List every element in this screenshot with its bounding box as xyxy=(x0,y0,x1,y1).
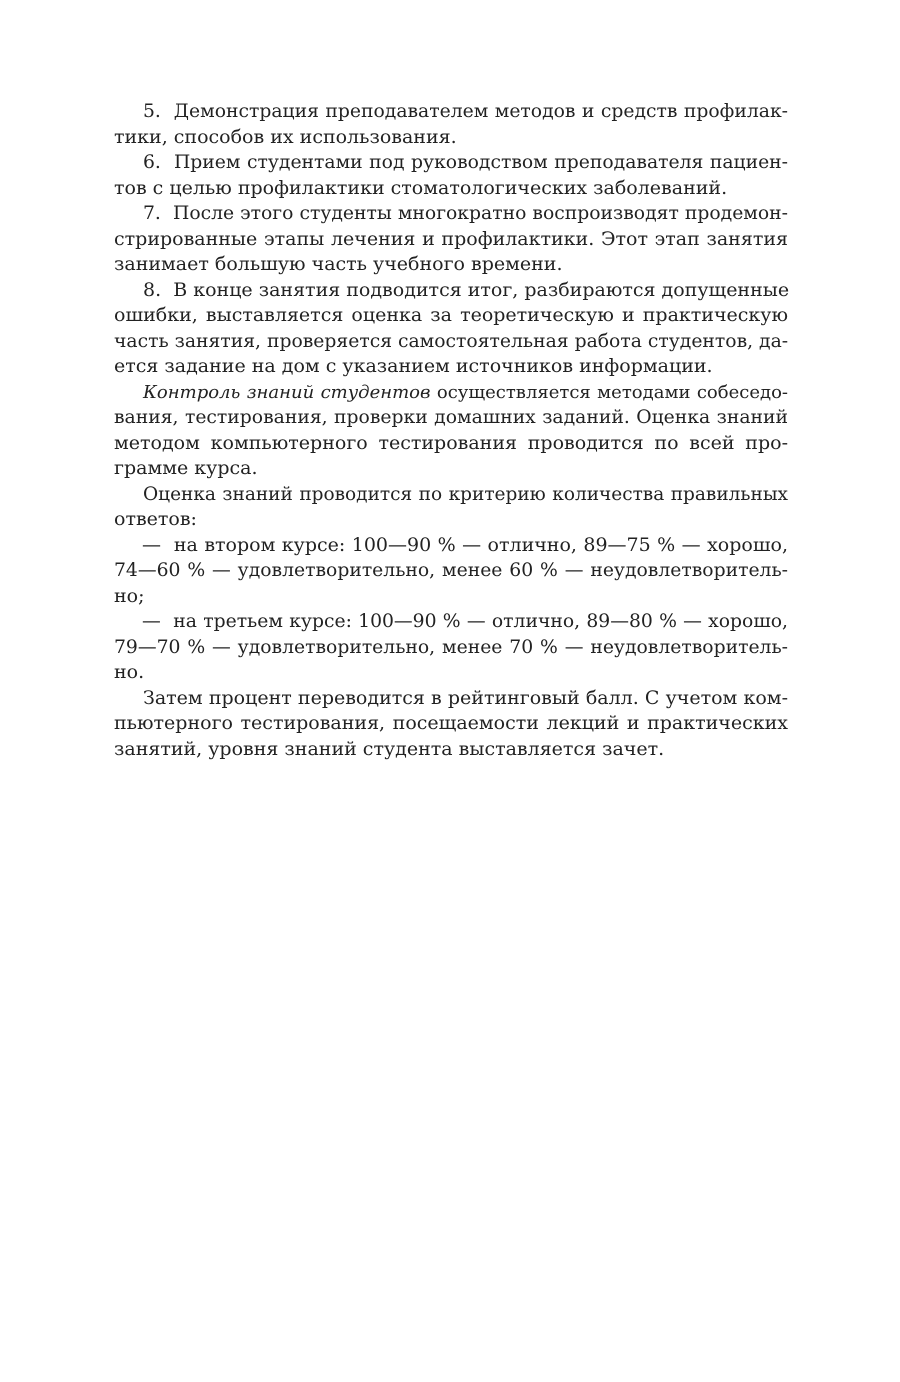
list-item-7-line-2: стрированные этапы лечения и профилактики. Этот этап занятия xyxy=(114,227,788,250)
control-paragraph-text-1: осуществляется методами собеседо- xyxy=(430,381,788,403)
third-course-line-3: но. xyxy=(114,661,145,683)
second-course-item xyxy=(114,533,788,610)
second-course-line-2: 74—60 % — удовлетворительно, менее 60 % — неудовлетворитель- xyxy=(114,560,788,581)
list-item-5 xyxy=(114,99,788,150)
list-item-8-line-4: ется задание на дом с указанием источников информации. xyxy=(114,355,713,377)
third-course-text-1: на третьем курсе: 100—90 % — отлично, 89—80 % — хорошо, xyxy=(173,611,789,632)
third-course-line-2: 79—70 % — удовлетворительно, менее 70 % — неудовлетворитель- xyxy=(114,636,788,658)
list-item-5-line-2: тики, способов их использования. xyxy=(114,125,457,148)
second-course-line-3: но; xyxy=(114,584,145,607)
list-item-7-line-3: занимает большую часть учебного времени. xyxy=(114,253,563,275)
list-item-7-number: 7. xyxy=(143,203,161,224)
criteria-paragraph xyxy=(114,482,788,533)
second-course-text-1: на втором курсе: 100—90 % — отлично, 89—75 % — хорошо, xyxy=(173,533,788,556)
list-item-6-line-2: тов с целью профилактики стоматологических заболеваний. xyxy=(114,176,728,199)
final-paragraph xyxy=(114,686,788,763)
second-course-dash: — xyxy=(142,533,161,556)
list-item-6-number: 6. xyxy=(143,152,161,173)
criteria-paragraph-line-1: Оценка знаний проводится по критерию количества правильных xyxy=(143,483,788,505)
final-paragraph-line-3: занятий, уровня знаний студента выставляется зачет. xyxy=(114,737,665,760)
list-item-7 xyxy=(114,201,788,278)
final-paragraph-line-2: пьютерного тестирования, посещаемости лекций и практических xyxy=(114,712,788,734)
criteria-paragraph-line-2: ответов: xyxy=(114,508,197,530)
control-paragraph-line-2: вания, тестирования, проверки домашних заданий. Оценка знаний xyxy=(114,407,788,428)
list-item-8 xyxy=(114,278,788,380)
list-item-8-text-1: В конце занятия подводится итог, разбираются допущенные xyxy=(173,278,790,301)
control-italic-term: Контроль знаний студентов xyxy=(143,381,431,403)
second-course-line-1 xyxy=(114,533,788,559)
list-item-8-line-2: ошибки, выставляется оценка за теоретическую и практическую xyxy=(114,304,788,326)
list-item-8-line-3: часть занятия, проверяется самостоятельная работа студентов, да- xyxy=(114,330,789,352)
list-item-7-text-1: После этого студенты многократно воспроизводят продемон- xyxy=(172,203,789,224)
list-item-5-line-1 xyxy=(114,99,788,125)
list-item-8-number: 8. xyxy=(143,278,162,301)
list-item-7-line-1 xyxy=(114,201,788,227)
list-item-6 xyxy=(114,150,788,201)
control-paragraph-line-4: грамме курса. xyxy=(114,457,258,479)
third-course-line-1 xyxy=(114,609,788,635)
final-paragraph-line-1: Затем процент переводится в рейтинговый балл. С учетом ком- xyxy=(143,686,788,709)
control-paragraph-line-1 xyxy=(114,380,788,406)
control-paragraph-line-3: методом компьютерного тестирования проводится по всей про- xyxy=(114,431,788,454)
list-item-8-line-1 xyxy=(114,278,788,304)
list-item-6-line-1 xyxy=(114,150,788,176)
list-item-5-number: 5. xyxy=(143,101,161,122)
third-course-dash: — xyxy=(142,611,161,632)
document-page xyxy=(114,99,788,762)
third-course-item xyxy=(114,609,788,686)
list-item-5-text-1: Демонстрация преподавателем методов и средств профилак- xyxy=(173,101,788,122)
control-paragraph xyxy=(114,380,788,482)
list-item-6-text-1: Прием студентами под руководством преподавателя пациен- xyxy=(173,152,789,173)
